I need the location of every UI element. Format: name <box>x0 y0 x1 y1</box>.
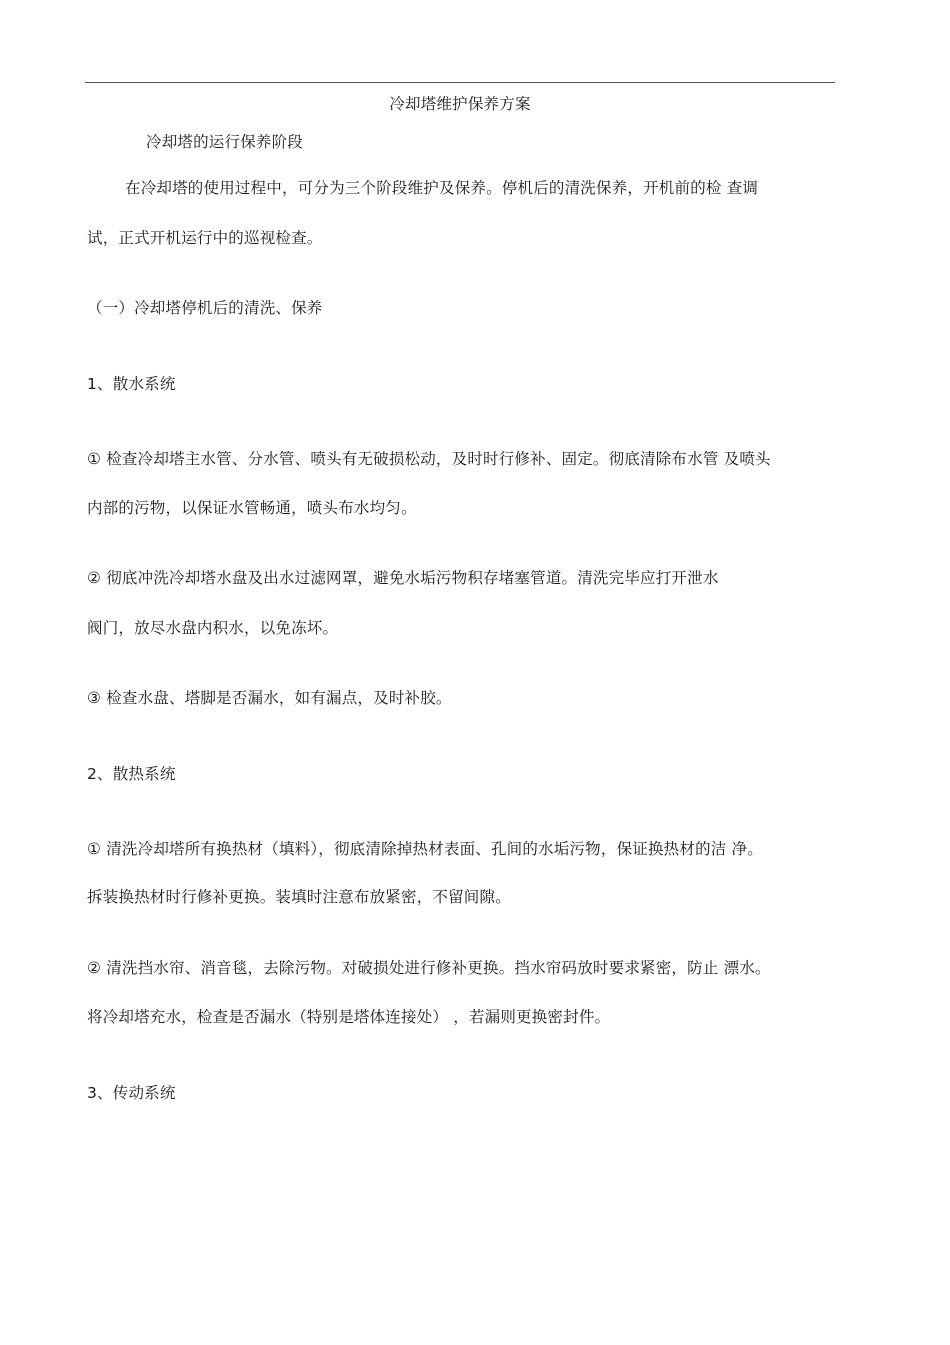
item-1-1-line-1: ① 检查冷却塔主水管、分水管、喷头有无破损松动，及时时行修补、固定。彻底清除布水管 及喷头 <box>87 450 771 468</box>
item-1-3-line-1: ③ 检查水盘、塔脚是否漏水，如有漏点，及时补胶。 <box>87 689 452 707</box>
item-2-1-line-1: ① 清洗冷却塔所有换热材（填料），彻底清除掉热材表面、孔间的水垢污物，保证换热材的洁 净。 <box>87 840 764 858</box>
document-title: 冷却塔维护保养方案 <box>389 95 531 113</box>
header-rule <box>85 82 835 83</box>
intro-line-1: 在冷却塔的使用过程中，可分为三个阶段维护及保养。停机后的清洗保养，开机前的检 查调 <box>125 179 759 197</box>
item-2-2-line-2: 将冷却塔充水，检查是否漏水（特别是塔体连接处） ，若漏则更换密封件。 <box>87 1008 611 1026</box>
item-1-2-line-1: ② 彻底冲洗冷却塔水盘及出水过滤网罩，避免水垢污物积存堵塞管道。清洗完毕应打开泄水 <box>87 569 719 587</box>
intro-line-2: 试，正式开机运行中的巡视检查。 <box>87 229 323 247</box>
section-heading: （一）冷却塔停机后的清洗、保养 <box>87 299 323 317</box>
subsection-heading-3: 3、传动系统 <box>87 1084 176 1102</box>
item-1-2-line-2: 阀门，放尽水盘内积水，以免冻坏。 <box>87 619 339 637</box>
document-subtitle: 冷却塔的运行保养阶段 <box>146 133 304 151</box>
subsection-heading-2: 2、散热系统 <box>87 765 176 783</box>
item-1-1-line-2: 内部的污物，以保证水管畅通，喷头布水均匀。 <box>87 499 417 517</box>
subsection-heading-1: 1、散水系统 <box>87 375 176 393</box>
item-2-1-line-2: 拆装换热材时行修补更换。装填时注意布放紧密，不留间隙。 <box>87 888 511 906</box>
item-2-2-line-1: ② 清洗挡水帘、消音毯，去除污物。对破损处进行修补更换。挡水帘码放时要求紧密，防止 漂水。 <box>87 959 771 977</box>
